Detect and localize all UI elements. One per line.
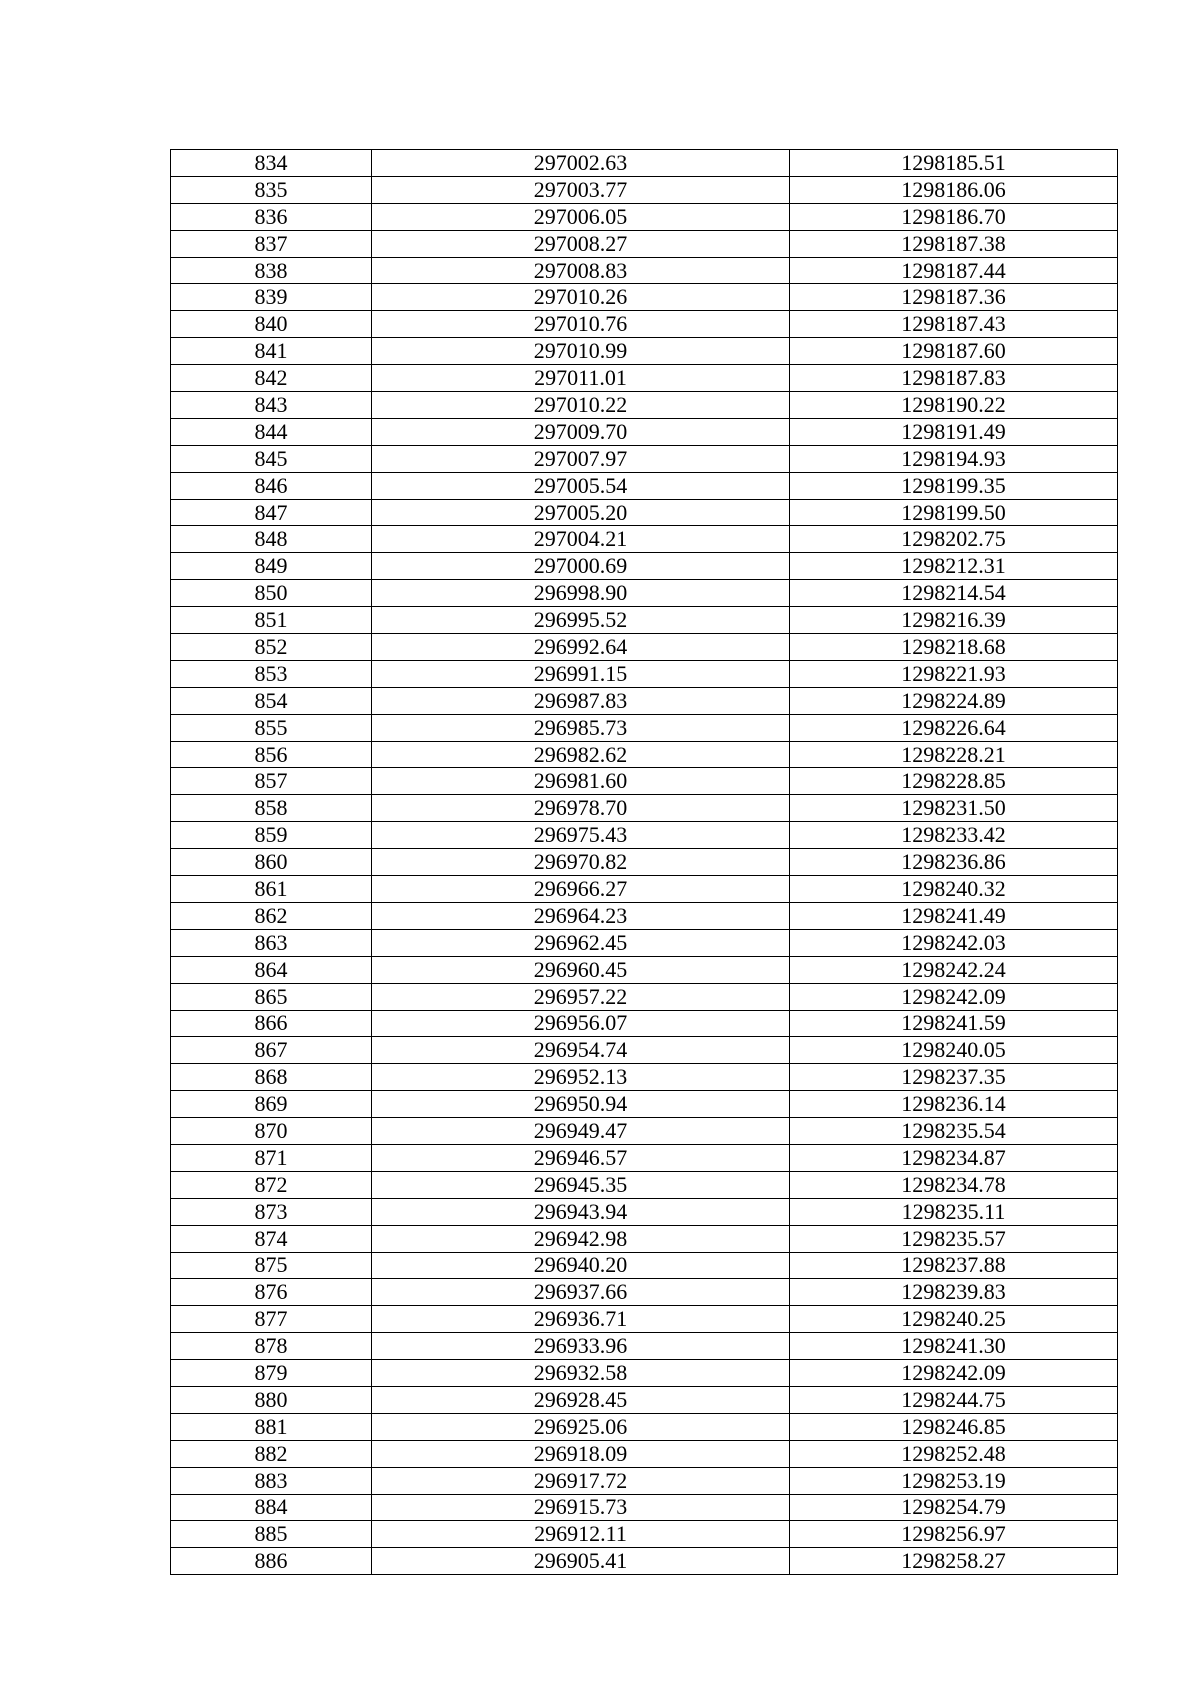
x-coordinate-cell: 296952.13 bbox=[372, 1064, 790, 1091]
table-row bbox=[171, 418, 1118, 445]
table-row bbox=[171, 1064, 1118, 1091]
y-coordinate-cell: 1298191.49 bbox=[790, 418, 1118, 445]
table-row bbox=[171, 1440, 1118, 1467]
y-coordinate-cell: 1298253.19 bbox=[790, 1467, 1118, 1494]
table-row bbox=[171, 902, 1118, 929]
point-number-cell: 855 bbox=[171, 714, 372, 741]
y-coordinate-cell: 1298212.31 bbox=[790, 553, 1118, 580]
x-coordinate-cell: 296957.22 bbox=[372, 983, 790, 1010]
point-number-cell: 876 bbox=[171, 1279, 372, 1306]
point-number-cell: 845 bbox=[171, 445, 372, 472]
point-number-cell: 840 bbox=[171, 311, 372, 338]
table-row bbox=[171, 956, 1118, 983]
x-coordinate-cell: 296940.20 bbox=[372, 1252, 790, 1279]
x-coordinate-cell: 296933.96 bbox=[372, 1333, 790, 1360]
x-coordinate-cell: 297011.01 bbox=[372, 365, 790, 392]
x-coordinate-cell: 296954.74 bbox=[372, 1037, 790, 1064]
y-coordinate-cell: 1298242.09 bbox=[790, 1360, 1118, 1387]
table-row bbox=[171, 607, 1118, 634]
y-coordinate-cell: 1298218.68 bbox=[790, 634, 1118, 661]
x-coordinate-cell: 296975.43 bbox=[372, 822, 790, 849]
point-number-cell: 835 bbox=[171, 176, 372, 203]
x-coordinate-cell: 297010.76 bbox=[372, 311, 790, 338]
point-number-cell: 873 bbox=[171, 1198, 372, 1225]
y-coordinate-cell: 1298199.50 bbox=[790, 499, 1118, 526]
table-row bbox=[171, 203, 1118, 230]
y-coordinate-cell: 1298239.83 bbox=[790, 1279, 1118, 1306]
point-number-cell: 875 bbox=[171, 1252, 372, 1279]
y-coordinate-cell: 1298187.43 bbox=[790, 311, 1118, 338]
point-number-cell: 849 bbox=[171, 553, 372, 580]
x-coordinate-cell: 297007.97 bbox=[372, 445, 790, 472]
table-row bbox=[171, 634, 1118, 661]
point-number-cell: 881 bbox=[171, 1413, 372, 1440]
x-coordinate-cell: 296942.98 bbox=[372, 1225, 790, 1252]
table-row bbox=[171, 1010, 1118, 1037]
point-number-cell: 882 bbox=[171, 1440, 372, 1467]
x-coordinate-cell: 297006.05 bbox=[372, 203, 790, 230]
y-coordinate-cell: 1298187.83 bbox=[790, 365, 1118, 392]
x-coordinate-cell: 296950.94 bbox=[372, 1091, 790, 1118]
x-coordinate-cell: 296981.60 bbox=[372, 768, 790, 795]
point-number-cell: 846 bbox=[171, 472, 372, 499]
point-number-cell: 851 bbox=[171, 607, 372, 634]
table-row bbox=[171, 150, 1118, 177]
y-coordinate-cell: 1298234.78 bbox=[790, 1171, 1118, 1198]
y-coordinate-cell: 1298244.75 bbox=[790, 1386, 1118, 1413]
y-coordinate-cell: 1298185.51 bbox=[790, 150, 1118, 177]
y-coordinate-cell: 1298256.97 bbox=[790, 1521, 1118, 1548]
table-row bbox=[171, 768, 1118, 795]
y-coordinate-cell: 1298236.14 bbox=[790, 1091, 1118, 1118]
point-number-cell: 854 bbox=[171, 687, 372, 714]
table-row bbox=[171, 1144, 1118, 1171]
x-coordinate-cell: 296905.41 bbox=[372, 1548, 790, 1575]
point-number-cell: 874 bbox=[171, 1225, 372, 1252]
point-number-cell: 838 bbox=[171, 257, 372, 284]
point-number-cell: 864 bbox=[171, 956, 372, 983]
table-row bbox=[171, 499, 1118, 526]
y-coordinate-cell: 1298240.32 bbox=[790, 876, 1118, 903]
x-coordinate-cell: 296985.73 bbox=[372, 714, 790, 741]
point-number-cell: 867 bbox=[171, 1037, 372, 1064]
table-row bbox=[171, 1386, 1118, 1413]
point-number-cell: 847 bbox=[171, 499, 372, 526]
x-coordinate-cell: 297004.21 bbox=[372, 526, 790, 553]
x-coordinate-cell: 297005.54 bbox=[372, 472, 790, 499]
point-number-cell: 866 bbox=[171, 1010, 372, 1037]
point-number-cell: 862 bbox=[171, 902, 372, 929]
point-number-cell: 850 bbox=[171, 580, 372, 607]
y-coordinate-cell: 1298241.59 bbox=[790, 1010, 1118, 1037]
point-number-cell: 885 bbox=[171, 1521, 372, 1548]
y-coordinate-cell: 1298231.50 bbox=[790, 795, 1118, 822]
x-coordinate-cell: 296982.62 bbox=[372, 741, 790, 768]
point-number-cell: 843 bbox=[171, 392, 372, 419]
x-coordinate-cell: 296962.45 bbox=[372, 929, 790, 956]
point-number-cell: 837 bbox=[171, 230, 372, 257]
y-coordinate-cell: 1298258.27 bbox=[790, 1548, 1118, 1575]
x-coordinate-cell: 296970.82 bbox=[372, 849, 790, 876]
y-coordinate-cell: 1298187.38 bbox=[790, 230, 1118, 257]
table-row bbox=[171, 929, 1118, 956]
table-row bbox=[171, 526, 1118, 553]
x-coordinate-cell: 296928.45 bbox=[372, 1386, 790, 1413]
y-coordinate-cell: 1298240.05 bbox=[790, 1037, 1118, 1064]
x-coordinate-cell: 296998.90 bbox=[372, 580, 790, 607]
y-coordinate-cell: 1298228.21 bbox=[790, 741, 1118, 768]
y-coordinate-cell: 1298226.64 bbox=[790, 714, 1118, 741]
table-row bbox=[171, 365, 1118, 392]
point-number-cell: 879 bbox=[171, 1360, 372, 1387]
x-coordinate-cell: 297010.99 bbox=[372, 338, 790, 365]
table-row bbox=[171, 1333, 1118, 1360]
table-row bbox=[171, 1198, 1118, 1225]
table-row bbox=[171, 1252, 1118, 1279]
table-row bbox=[171, 1306, 1118, 1333]
y-coordinate-cell: 1298242.03 bbox=[790, 929, 1118, 956]
y-coordinate-cell: 1298252.48 bbox=[790, 1440, 1118, 1467]
table-row bbox=[171, 445, 1118, 472]
point-number-cell: 860 bbox=[171, 849, 372, 876]
table-row bbox=[171, 741, 1118, 768]
table-row bbox=[171, 1037, 1118, 1064]
table-row bbox=[171, 849, 1118, 876]
x-coordinate-cell: 296925.06 bbox=[372, 1413, 790, 1440]
x-coordinate-cell: 296995.52 bbox=[372, 607, 790, 634]
x-coordinate-cell: 296966.27 bbox=[372, 876, 790, 903]
y-coordinate-cell: 1298187.60 bbox=[790, 338, 1118, 365]
coordinate-table bbox=[170, 149, 1118, 1575]
table-row bbox=[171, 795, 1118, 822]
point-number-cell: 871 bbox=[171, 1144, 372, 1171]
y-coordinate-cell: 1298221.93 bbox=[790, 660, 1118, 687]
x-coordinate-cell: 296943.94 bbox=[372, 1198, 790, 1225]
y-coordinate-cell: 1298187.36 bbox=[790, 284, 1118, 311]
y-coordinate-cell: 1298242.09 bbox=[790, 983, 1118, 1010]
table-row bbox=[171, 1494, 1118, 1521]
x-coordinate-cell: 296918.09 bbox=[372, 1440, 790, 1467]
coordinate-table-body bbox=[171, 150, 1118, 1575]
y-coordinate-cell: 1298235.11 bbox=[790, 1198, 1118, 1225]
table-row bbox=[171, 1091, 1118, 1118]
table-row bbox=[171, 257, 1118, 284]
y-coordinate-cell: 1298235.57 bbox=[790, 1225, 1118, 1252]
point-number-cell: 857 bbox=[171, 768, 372, 795]
y-coordinate-cell: 1298233.42 bbox=[790, 822, 1118, 849]
x-coordinate-cell: 297002.63 bbox=[372, 150, 790, 177]
y-coordinate-cell: 1298235.54 bbox=[790, 1118, 1118, 1145]
y-coordinate-cell: 1298199.35 bbox=[790, 472, 1118, 499]
y-coordinate-cell: 1298186.70 bbox=[790, 203, 1118, 230]
table-row bbox=[171, 338, 1118, 365]
point-number-cell: 859 bbox=[171, 822, 372, 849]
point-number-cell: 863 bbox=[171, 929, 372, 956]
y-coordinate-cell: 1298186.06 bbox=[790, 176, 1118, 203]
point-number-cell: 842 bbox=[171, 365, 372, 392]
x-coordinate-cell: 297005.20 bbox=[372, 499, 790, 526]
point-number-cell: 884 bbox=[171, 1494, 372, 1521]
x-coordinate-cell: 296956.07 bbox=[372, 1010, 790, 1037]
table-row bbox=[171, 284, 1118, 311]
y-coordinate-cell: 1298237.35 bbox=[790, 1064, 1118, 1091]
point-number-cell: 883 bbox=[171, 1467, 372, 1494]
table-row bbox=[171, 472, 1118, 499]
y-coordinate-cell: 1298237.88 bbox=[790, 1252, 1118, 1279]
point-number-cell: 886 bbox=[171, 1548, 372, 1575]
point-number-cell: 853 bbox=[171, 660, 372, 687]
y-coordinate-cell: 1298194.93 bbox=[790, 445, 1118, 472]
x-coordinate-cell: 296937.66 bbox=[372, 1279, 790, 1306]
x-coordinate-cell: 297010.26 bbox=[372, 284, 790, 311]
table-row bbox=[171, 687, 1118, 714]
table-row bbox=[171, 1413, 1118, 1440]
y-coordinate-cell: 1298236.86 bbox=[790, 849, 1118, 876]
x-coordinate-cell: 296992.64 bbox=[372, 634, 790, 661]
x-coordinate-cell: 296991.15 bbox=[372, 660, 790, 687]
y-coordinate-cell: 1298242.24 bbox=[790, 956, 1118, 983]
point-number-cell: 878 bbox=[171, 1333, 372, 1360]
point-number-cell: 848 bbox=[171, 526, 372, 553]
y-coordinate-cell: 1298246.85 bbox=[790, 1413, 1118, 1440]
y-coordinate-cell: 1298187.44 bbox=[790, 257, 1118, 284]
x-coordinate-cell: 297008.27 bbox=[372, 230, 790, 257]
y-coordinate-cell: 1298241.49 bbox=[790, 902, 1118, 929]
table-row bbox=[171, 176, 1118, 203]
table-row bbox=[171, 230, 1118, 257]
x-coordinate-cell: 296936.71 bbox=[372, 1306, 790, 1333]
table-row bbox=[171, 1171, 1118, 1198]
table-row bbox=[171, 1360, 1118, 1387]
table-row bbox=[171, 714, 1118, 741]
x-coordinate-cell: 296964.23 bbox=[372, 902, 790, 929]
x-coordinate-cell: 297000.69 bbox=[372, 553, 790, 580]
point-number-cell: 870 bbox=[171, 1118, 372, 1145]
table-row bbox=[171, 392, 1118, 419]
x-coordinate-cell: 296987.83 bbox=[372, 687, 790, 714]
y-coordinate-cell: 1298241.30 bbox=[790, 1333, 1118, 1360]
point-number-cell: 858 bbox=[171, 795, 372, 822]
table-row bbox=[171, 1225, 1118, 1252]
y-coordinate-cell: 1298202.75 bbox=[790, 526, 1118, 553]
x-coordinate-cell: 297009.70 bbox=[372, 418, 790, 445]
x-coordinate-cell: 297010.22 bbox=[372, 392, 790, 419]
x-coordinate-cell: 296945.35 bbox=[372, 1171, 790, 1198]
point-number-cell: 844 bbox=[171, 418, 372, 445]
x-coordinate-cell: 296949.47 bbox=[372, 1118, 790, 1145]
table-row bbox=[171, 1467, 1118, 1494]
x-coordinate-cell: 296946.57 bbox=[372, 1144, 790, 1171]
table-row bbox=[171, 1521, 1118, 1548]
x-coordinate-cell: 296932.58 bbox=[372, 1360, 790, 1387]
y-coordinate-cell: 1298224.89 bbox=[790, 687, 1118, 714]
point-number-cell: 877 bbox=[171, 1306, 372, 1333]
point-number-cell: 865 bbox=[171, 983, 372, 1010]
table-row bbox=[171, 876, 1118, 903]
x-coordinate-cell: 296960.45 bbox=[372, 956, 790, 983]
y-coordinate-cell: 1298214.54 bbox=[790, 580, 1118, 607]
point-number-cell: 836 bbox=[171, 203, 372, 230]
table-row bbox=[171, 1548, 1118, 1575]
y-coordinate-cell: 1298254.79 bbox=[790, 1494, 1118, 1521]
point-number-cell: 834 bbox=[171, 150, 372, 177]
table-row bbox=[171, 311, 1118, 338]
table-row bbox=[171, 1118, 1118, 1145]
y-coordinate-cell: 1298228.85 bbox=[790, 768, 1118, 795]
table-row bbox=[171, 580, 1118, 607]
table-row bbox=[171, 983, 1118, 1010]
table-row bbox=[171, 822, 1118, 849]
y-coordinate-cell: 1298190.22 bbox=[790, 392, 1118, 419]
point-number-cell: 861 bbox=[171, 876, 372, 903]
x-coordinate-cell: 296917.72 bbox=[372, 1467, 790, 1494]
point-number-cell: 856 bbox=[171, 741, 372, 768]
point-number-cell: 868 bbox=[171, 1064, 372, 1091]
table-row bbox=[171, 660, 1118, 687]
y-coordinate-cell: 1298234.87 bbox=[790, 1144, 1118, 1171]
table-row bbox=[171, 1279, 1118, 1306]
x-coordinate-cell: 296915.73 bbox=[372, 1494, 790, 1521]
y-coordinate-cell: 1298240.25 bbox=[790, 1306, 1118, 1333]
x-coordinate-cell: 296912.11 bbox=[372, 1521, 790, 1548]
point-number-cell: 839 bbox=[171, 284, 372, 311]
x-coordinate-cell: 297008.83 bbox=[372, 257, 790, 284]
x-coordinate-cell: 297003.77 bbox=[372, 176, 790, 203]
point-number-cell: 872 bbox=[171, 1171, 372, 1198]
point-number-cell: 852 bbox=[171, 634, 372, 661]
point-number-cell: 880 bbox=[171, 1386, 372, 1413]
point-number-cell: 869 bbox=[171, 1091, 372, 1118]
x-coordinate-cell: 296978.70 bbox=[372, 795, 790, 822]
y-coordinate-cell: 1298216.39 bbox=[790, 607, 1118, 634]
table-row bbox=[171, 553, 1118, 580]
point-number-cell: 841 bbox=[171, 338, 372, 365]
